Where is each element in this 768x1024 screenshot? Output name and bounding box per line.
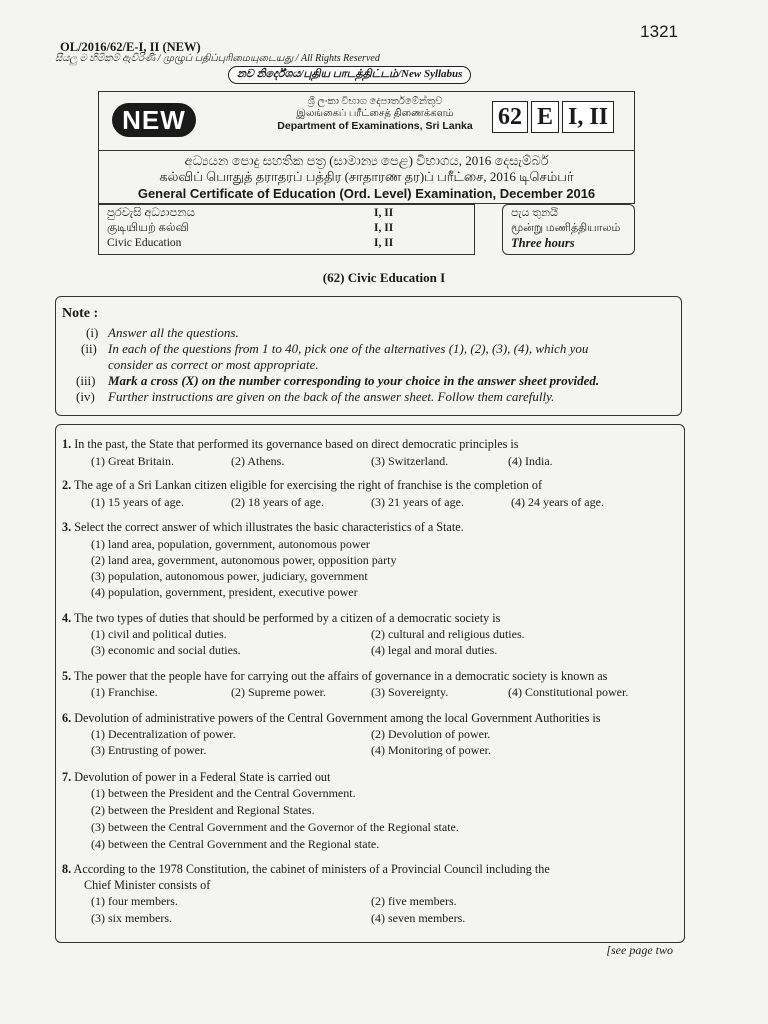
exam-title-box <box>98 150 635 204</box>
note-num: (iii) <box>76 373 96 388</box>
time-english: Three hours <box>511 236 575 250</box>
question-8: 8. According to the 1978 Constitution, the cabinet of ministers of a Provincial Council including the <box>62 862 550 876</box>
option: (1) between the President and the Central Government. <box>91 786 356 800</box>
option: (2) five members. <box>371 894 457 908</box>
syllabus-label: නව නිර්දේශය/புதிய பாடத்திட்டம்/New Syllabus <box>228 66 471 84</box>
option: (4) India. <box>508 454 553 468</box>
option: (1) Franchise. <box>91 685 158 699</box>
paper-code-text: OL/2016/62/E-I, II (NEW) <box>60 40 201 54</box>
option: (3) Switzerland. <box>371 454 449 468</box>
note-num: (i) <box>86 325 99 340</box>
option: (2) Supreme power. <box>231 685 326 699</box>
option: (4) seven members. <box>371 911 466 925</box>
exam-title-tamil: கல்விப் பொதுத் தராதரப் பத்திர (சாதாரண தர)ப் பரீட்சை, 2016 டிசெம்பர் <box>159 169 574 184</box>
page-number: 1321 <box>640 22 678 41</box>
question-4: 4. The two types of duties that should be performed by a citizen of a democratic society is <box>62 611 501 625</box>
time-sinhala: පැය තුනයි <box>511 207 558 219</box>
subject-part: I, II <box>374 207 394 219</box>
subject-box <box>98 204 475 255</box>
paper-code-boxes <box>492 101 614 133</box>
paper-code-language: E <box>531 101 559 133</box>
note-item: In each of the questions from 1 to 40, pick one of the alternatives (1), (2), (3), (4), which you <box>108 341 589 356</box>
option: (3) Entrusting of power. <box>91 743 207 757</box>
question-5: 5. The power that the people have for carrying out the affairs of governance in a democratic society is known as <box>62 669 608 683</box>
option: (1) Decentralization of power. <box>91 727 236 741</box>
note-item: Mark a cross (X) on the number corresponding to your choice in the answer sheet provided. <box>108 373 600 388</box>
option: (4) legal and moral duties. <box>371 643 498 657</box>
note-num: (iv) <box>76 389 95 404</box>
option: (1) civil and political duties. <box>91 627 227 641</box>
option: (3) between the Central Government and the Governor of the Regional state. <box>91 820 459 834</box>
option: (2) Devolution of power. <box>371 727 491 741</box>
question-3: 3. Select the correct answer of which illustrates the basic characteristics of a State. <box>62 520 464 534</box>
option: (1) four members. <box>91 894 178 908</box>
option: (1) 15 years of age. <box>91 495 184 509</box>
note-box <box>55 296 682 416</box>
rights-line: සියලු ම හිමිකම් ඇවිරිණි / முழுப் பதிப்புரிமையுடையது / All Rights Reserved <box>55 53 380 64</box>
question-1: 1. In the past, the State that performed its governance based on direct democratic principles is <box>62 437 519 451</box>
exam-title-english: General Certificate of Education (Ord. Level) Examination, December 2016 <box>137 186 596 201</box>
option: (2) Athens. <box>231 454 285 468</box>
paper-code-number: 62 <box>492 101 528 133</box>
subject-sinhala: පුරවැසි අධ්‍යාපනය <box>107 207 195 219</box>
time-box <box>502 204 635 255</box>
see-page-two: [see page two <box>606 943 673 957</box>
option: (4) 24 years of age. <box>511 495 604 509</box>
dept-tamil: இலங்கைப் பரீட்சைத் திணைக்களம் <box>296 108 454 119</box>
option: (1) land area, population, government, autonomous power <box>91 537 370 551</box>
note-item: consider as correct or most appropriate. <box>108 357 319 372</box>
question-2: 2. The age of a Sri Lankan citizen eligible for exercising the right of franchise is the completion of <box>62 478 543 492</box>
option: (2) 18 years of age. <box>231 495 324 509</box>
option: (2) between the President and Regional States. <box>91 803 315 817</box>
option: (3) population, autonomous power, judiciary, government <box>91 569 368 583</box>
paper-title: (62) Civic Education I <box>322 270 446 285</box>
dept-sinhala: ශ්‍රී ලංකා විභාග දෙපාර්තමේන්තුව <box>307 96 443 107</box>
option: (4) between the Central Government and the Regional state. <box>91 837 380 851</box>
note-title: Note : <box>62 306 99 321</box>
subject-tamil: குடியியற் கல்வி <box>107 222 189 234</box>
option: (3) six members. <box>91 911 172 925</box>
question-6: 6. Devolution of administrative powers of the Central Government among the local Government Authorities is <box>62 711 601 725</box>
question-7: 7. Devolution of power in a Federal State is carried out <box>62 770 331 784</box>
option: (4) population, government, president, executive power <box>91 585 358 599</box>
subject-english: Civic Education <box>107 237 182 249</box>
option: (2) land area, government, autonomous power, opposition party <box>91 553 397 567</box>
question-8-cont: Chief Minister consists of <box>84 878 211 892</box>
option: (2) cultural and religious duties. <box>371 627 525 641</box>
option: (3) economic and social duties. <box>91 643 241 657</box>
subject-part: I, II <box>374 222 394 234</box>
dept-english: Department of Examinations, Sri Lanka <box>277 120 473 132</box>
option: (4) Constitutional power. <box>508 685 629 699</box>
new-badge: NEW <box>112 103 196 137</box>
option: (3) 21 years of age. <box>371 495 464 509</box>
note-item: Further instructions are given on the back of the answer sheet. Follow them carefully. <box>108 389 555 404</box>
option: (3) Sovereignty. <box>371 685 449 699</box>
subject-part: I, II <box>374 237 394 249</box>
option: (1) Great Britain. <box>91 454 174 468</box>
paper-code-parts: I, II <box>562 101 614 133</box>
option: (4) Monitoring of power. <box>371 743 491 757</box>
note-num: (ii) <box>81 341 97 356</box>
note-item: Answer all the questions. <box>108 325 239 340</box>
time-tamil: மூன்று மணித்தியாலம் <box>511 222 621 234</box>
department-block <box>270 96 480 132</box>
questions-frame <box>55 424 685 943</box>
exam-title-sinhala: අධ්‍යයන පොදු සහතික පත්‍ර (සාමාන්‍ය පෙළ) විභාගය, 2016 දෙසැම්බර් <box>184 153 549 168</box>
